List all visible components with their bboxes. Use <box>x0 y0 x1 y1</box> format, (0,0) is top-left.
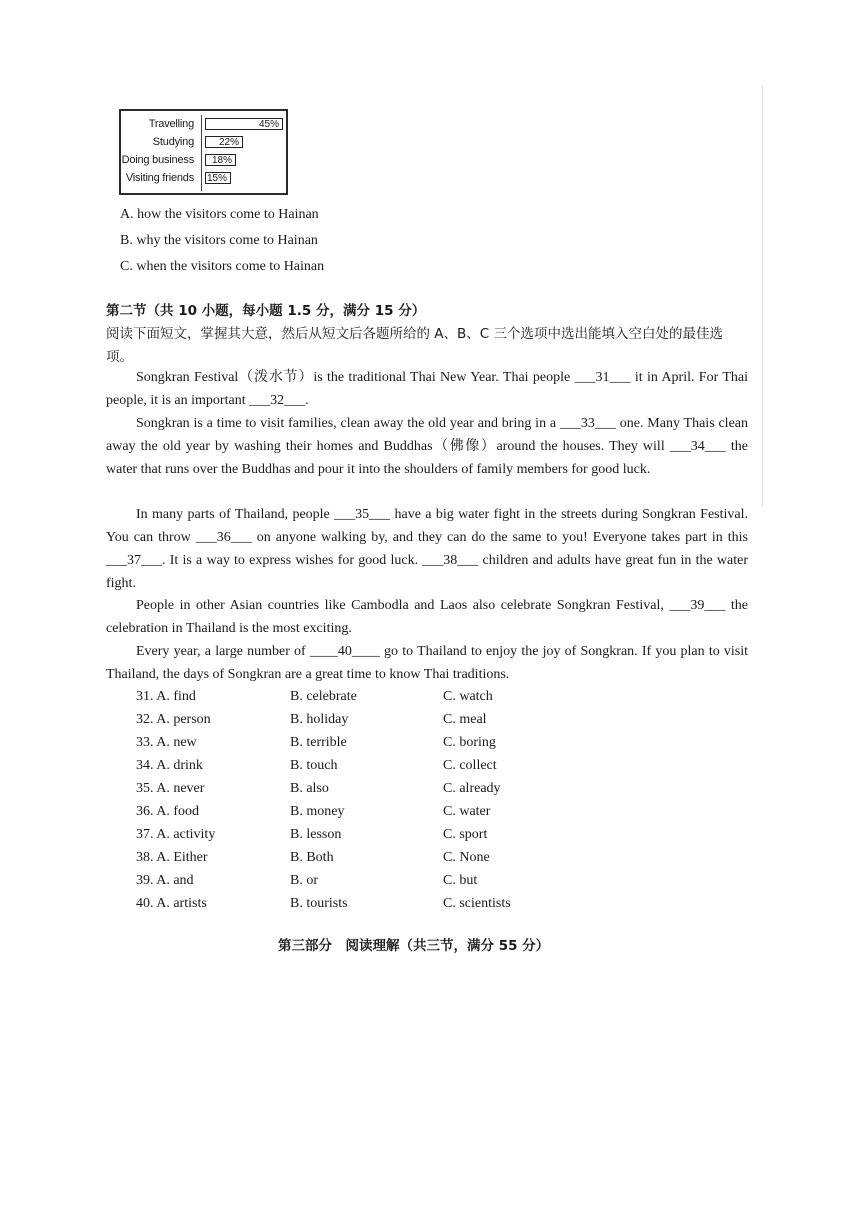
part3-heading: 第三部分 阅读理解（共三节，满分 55 分） <box>278 938 550 954</box>
choice-34-b: B. touch <box>290 758 338 773</box>
option-b: B. why the visitors come to Hainan <box>120 233 318 248</box>
section2-heading: 第二节（共 10 小题，每小题 1.5 分，满分 15 分） <box>106 303 426 319</box>
choice-37-b: B. lesson <box>290 827 342 842</box>
choice-36-a: 36. A. food <box>136 804 199 819</box>
scan-edge-line <box>762 86 763 506</box>
choice-32-a: 32. A. person <box>136 712 211 727</box>
choice-39-b: B. or <box>290 873 318 888</box>
chart-bar: 18% <box>205 154 236 166</box>
choice-36-c: C. water <box>443 804 491 819</box>
choice-35-b: B. also <box>290 781 329 796</box>
chart-category-label: Studying <box>152 136 194 148</box>
chart-bar: 22% <box>205 136 243 148</box>
chart-category-label: Travelling <box>148 118 194 130</box>
choice-40-b: B. tourists <box>290 896 348 911</box>
choice-33-c: C. boring <box>443 735 496 750</box>
choice-37-a: 37. A. activity <box>136 827 216 842</box>
choice-38-a: 38. A. Either <box>136 850 208 865</box>
choice-31-c: C. watch <box>443 689 493 704</box>
chart-axis-divider <box>201 115 202 191</box>
chart-bar: 45% <box>205 118 283 130</box>
choice-39-c: C. but <box>443 873 478 888</box>
choice-34-c: C. collect <box>443 758 497 773</box>
choice-35-c: C. already <box>443 781 501 796</box>
choice-39-a: 39. A. and <box>136 873 194 888</box>
choice-36-b: B. money <box>290 804 345 819</box>
choice-37-c: C. sport <box>443 827 488 842</box>
passage-paragraph-2: Songkran is a time to visit families, clean away the old year and bring in a ___33___ one. Many Thais clean away the old year by washing their homes and Buddhas（佛像）around the houses. They will ___34___ the water that runs over the Buddhas and pour it into the shoulders of family members for good luck. <box>106 416 748 477</box>
choice-32-c: C. meal <box>443 712 487 727</box>
chart-category-label: Doing business <box>121 154 194 166</box>
choice-31-a: 31. A. find <box>136 689 196 704</box>
choice-38-b: B. Both <box>290 850 334 865</box>
passage-paragraph-3: In many parts of Thailand, people ___35___ have a big water fight in the streets during Songkran Festival. You can throw ___36___ on anyone walking by, and they can do the same to you! Everyone takes part in this ___37___. It is a way to express wishes for good luck. ___38___ children and adults have great fun in the water fight. <box>106 507 748 591</box>
option-c: C. when the visitors come to Hainan <box>120 259 325 274</box>
chart-bar: 15% <box>205 172 231 184</box>
passage-paragraph-1: Songkran Festival（泼水节）is the traditional Thai New Year. Thai people ___31___ it in April. For Thai people, it is an important ___32___. <box>106 370 748 408</box>
choice-40-c: C. scientists <box>443 896 511 911</box>
choice-31-b: B. celebrate <box>290 689 357 704</box>
option-a: A. how the visitors come to Hainan <box>120 207 319 222</box>
choice-38-c: C. None <box>443 850 490 865</box>
purpose-bar-chart <box>119 109 288 195</box>
choice-32-b: B. holiday <box>290 712 349 727</box>
chart-category-label: Visiting friends <box>125 172 194 184</box>
choice-33-b: B. terrible <box>290 735 347 750</box>
choice-35-a: 35. A. never <box>136 781 205 796</box>
choice-40-a: 40. A. artists <box>136 896 207 911</box>
choice-34-a: 34. A. drink <box>136 758 203 773</box>
passage-paragraph-4: People in other Asian countries like Cambodla and Laos also celebrate Songkran Festival, ___39___ the celebration in Thailand is the most exciting. <box>106 598 748 636</box>
choice-33-a: 33. A. new <box>136 735 197 750</box>
section2-instructions: 阅读下面短文，掌握其大意，然后从短文后各题所给的 A、B、C 三个选项中选出能填入空白处的最佳选项。 <box>106 326 724 365</box>
passage-paragraph-5: Every year, a large number of ____40____ go to Thailand to enjoy the joy of Songkran. If you plan to visit Thailand, the days of Songkran are a great time to know Thai traditions. <box>106 644 748 682</box>
